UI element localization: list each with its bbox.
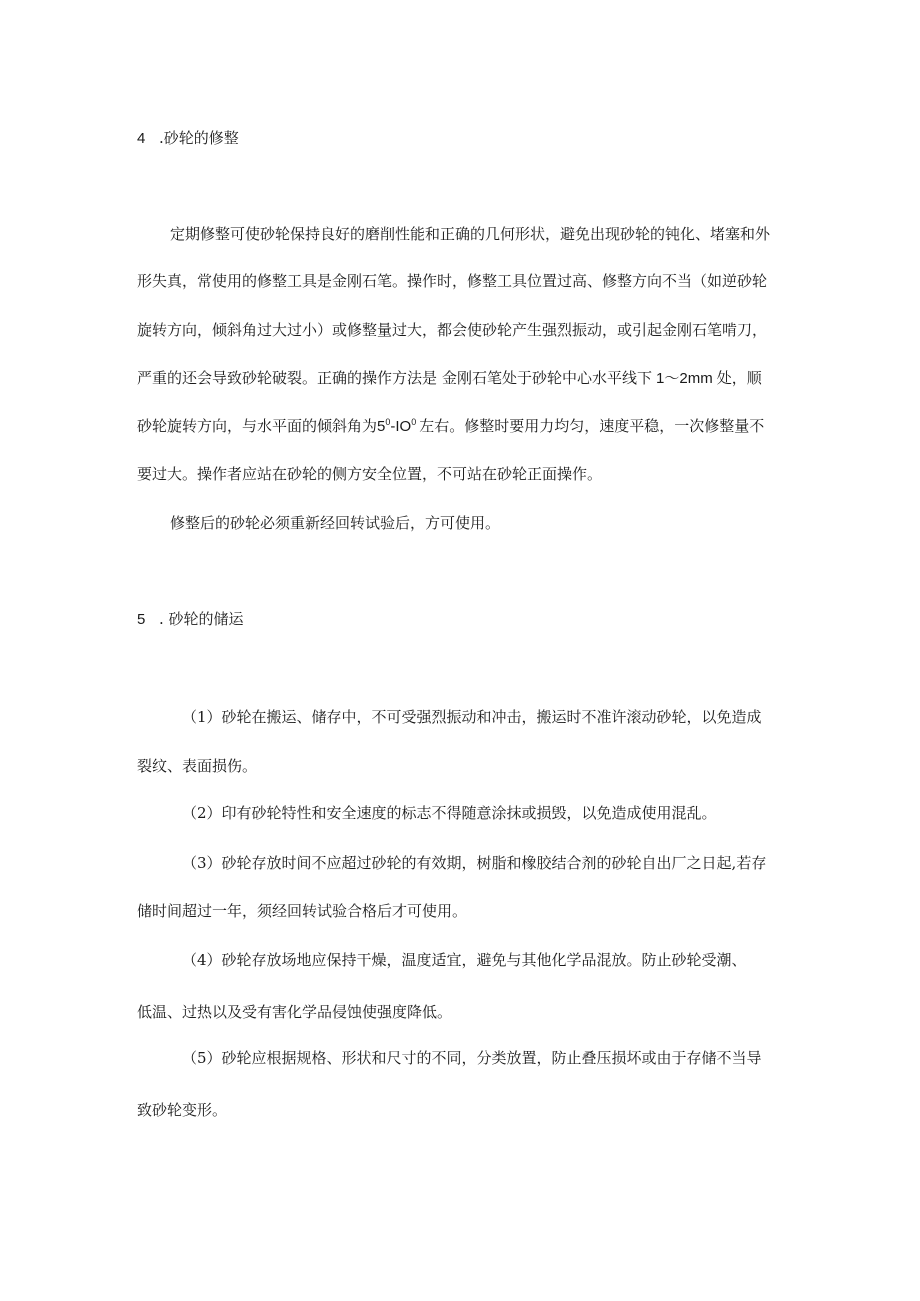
list-item-text: 砂轮存放时间不应超过砂轮的有效期，树脂和橡胶结合剂的砂轮自出厂之日起,若存	[221, 854, 767, 872]
section-5-number: 5	[137, 611, 146, 628]
list-item-line: 裂纹、表面损伤。	[137, 757, 258, 775]
angle-value	[377, 418, 416, 435]
list-item-line: 低温、过热以及受有害化学品侵蚀使强度降低。	[137, 1003, 453, 1021]
degree-mark: 0	[411, 417, 417, 427]
paragraph-line: 定期修整可使砂轮保持良好的磨削性能和正确的几何形状，避免出现砂轮的钝化、堵塞和外	[170, 225, 771, 243]
paragraph-line: 要过大。操作者应站在砂轮的侧方安全位置，不可站在砂轮正面操作。	[137, 465, 603, 483]
degree-mark: 0	[385, 417, 391, 427]
section-4-title: .砂轮的修整	[159, 129, 239, 147]
list-item-number: （4）	[182, 951, 222, 969]
angle-start: 5	[377, 418, 386, 435]
text-span: 严重的还会导致砂轮破裂。正确的操作方法是	[137, 369, 438, 387]
list-item-line: 致砂轮变形。	[137, 1101, 228, 1119]
text-span: 金刚石笔处于砂轮中心水平线下	[442, 369, 653, 387]
list-item-number: （2）	[182, 804, 222, 822]
paragraph-line: 旋转方向，倾斜角过大过小）或修整量过大，都会使砂轮产生强烈振动，或引起金刚石笔啃刀，	[137, 321, 768, 339]
list-item-text: 砂轮应根据规格、形状和尺寸的不同，分类放置，防止叠压损坏或由于存储不当导	[221, 1049, 762, 1067]
section-4-number: 4	[137, 130, 146, 147]
list-item-line	[182, 1048, 762, 1068]
angle-end: -IO	[390, 418, 412, 435]
paragraph-line: 修整后的砂轮必须重新经回转试验后，方可使用。	[170, 514, 501, 532]
list-item-text: 砂轮存放场地应保持干燥，温度适宜，避免与其他化学品混放。防止砂轮受潮、	[221, 951, 747, 969]
list-item-line: 储时间超过一年，须经回转试验合格后才可使用。	[137, 902, 468, 920]
paragraph-line	[137, 368, 762, 389]
list-item-number: （1）	[182, 708, 222, 726]
list-item-line	[182, 950, 747, 970]
section-5-title: . 砂轮的储运	[159, 610, 244, 628]
text-span: 左右。修整时要用力均匀，速度平稳，一次修整量不	[419, 417, 765, 435]
text-span: 处，顺	[716, 369, 762, 387]
list-item-text: 砂轮在搬运、储存中，不可受强烈振动和冲击，搬运时不准许滚动砂轮，以免造成	[221, 708, 762, 726]
range-value: 1～2mm	[656, 370, 713, 387]
list-item-line	[182, 853, 766, 873]
section-4-heading	[137, 128, 239, 149]
paragraph-line: 形失真，常使用的修整工具是金刚石笔。操作时，修整工具位置过高、修整方向不当（如逆砂轮	[137, 272, 768, 290]
list-item-number: （3）	[182, 854, 222, 872]
section-5-heading	[137, 609, 244, 630]
list-item-number: （5）	[182, 1049, 222, 1067]
text-span: 砂轮旋转方向，与水平面的倾斜角为	[137, 417, 378, 435]
list-item-line	[182, 803, 717, 823]
paragraph-line	[137, 416, 764, 437]
list-item-text: 印有砂轮特性和安全速度的标志不得随意涂抹或损毁，以免造成使用混乱。	[221, 804, 717, 822]
list-item-line	[182, 707, 762, 727]
